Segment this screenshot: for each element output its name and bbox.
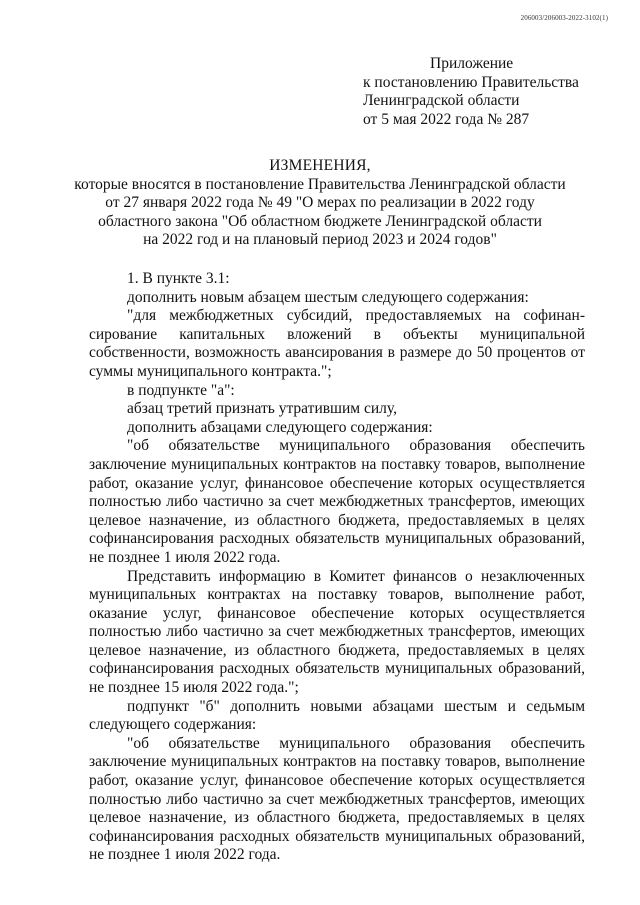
paragraph-report-to-committee: Представить информацию в Комитет финансов о незаключенных муниципальных контрактах на поставку товаров, выполнение работ, оказание услуг, финансовое обеспечение которых осуществляется полностью либо частично за счет межбюджетных трансфертов, имеющих целевое назначение, из областного бюджета, предоставляемых в целях софинансирования расходных обязательств муниципальных образований, не позднее 15 июля 2022 года.";: [89, 567, 585, 697]
document-body: [89, 270, 585, 865]
paragraph-invalidate-third: абзац третий признать утратившим силу,: [127, 400, 397, 418]
title-line-2: от 27 января 2022 года № 49 "О мерах по реализации в 2022 году: [105, 194, 535, 211]
appendix-region: Ленинградской области: [363, 92, 520, 109]
paragraph-add-sixth: дополнить новым абзацем шестым следующего содержания:: [127, 288, 529, 306]
document-registration-stamp: 206003/206003-2022-3102(1): [520, 14, 608, 22]
paragraph-obligation-quote-1: "об обязательстве муниципального образования обеспечить заключение муниципальных контрактов на поставку товаров, выполнение работ, оказание услуг, финансовое обеспечение которых осуществляется полностью либо частично за счет межбюджетных трансфертов, имеющих целевое назначение, из областного бюджета, предоставляемых в целях софинансирования расходных обязательств муниципальных образований, не позднее 1 июля 2022 года.: [89, 437, 585, 566]
paragraph-subpoint-b: подпункт "б" дополнить новыми абзацами шестым и седьмым следующего содержания:: [89, 697, 585, 734]
title-heading: ИЗМЕНЕНИЯ,: [269, 157, 371, 174]
appendix-decree-ref: к постановлению Правительства: [363, 73, 579, 91]
title-line-3: областного закона "Об областном бюджете Ленинградской области: [98, 212, 542, 230]
paragraph-subpoint-a: в подпункте "а":: [127, 381, 235, 399]
paragraph-add-paragraphs: дополнить абзацами следующего содержания:: [127, 418, 433, 436]
document-title: [60, 157, 580, 250]
title-line-1: которые вносятся в постановление Правительства Ленинградской области: [74, 175, 566, 193]
paragraph-obligation-quote-2: "об обязательстве муниципального образования обеспечить заключение муниципальных контрактов на поставку товаров, выполнение работ, оказание услуг, финансовое обеспечение которых осуществляется полностью либо частично за счет межбюджетных трансфертов, имеющих целевое назначение, из областного бюджета, предоставляемых в целях софинансирования расходных обязательств муниципальных образований, не позднее 1 июля 2022 года.: [89, 734, 585, 864]
paragraph-item-1: 1. В пункте 3.1:: [127, 270, 230, 287]
paragraph-subsidies-quote: "для межбюджетных субсидий, предоставляемых на софинан- сирование капитальных вложений в объекты муниципальной собственности, возможность авансирования в размере до 50 процентов от суммы муниципального контракта.";: [89, 307, 585, 380]
title-line-4: на 2022 год и на плановый период 2023 и 2024 годов": [143, 231, 497, 248]
appendix-date-number: от 5 мая 2022 года № 287: [363, 110, 530, 128]
appendix-header: [363, 55, 623, 129]
appendix-label: Приложение: [430, 55, 514, 72]
